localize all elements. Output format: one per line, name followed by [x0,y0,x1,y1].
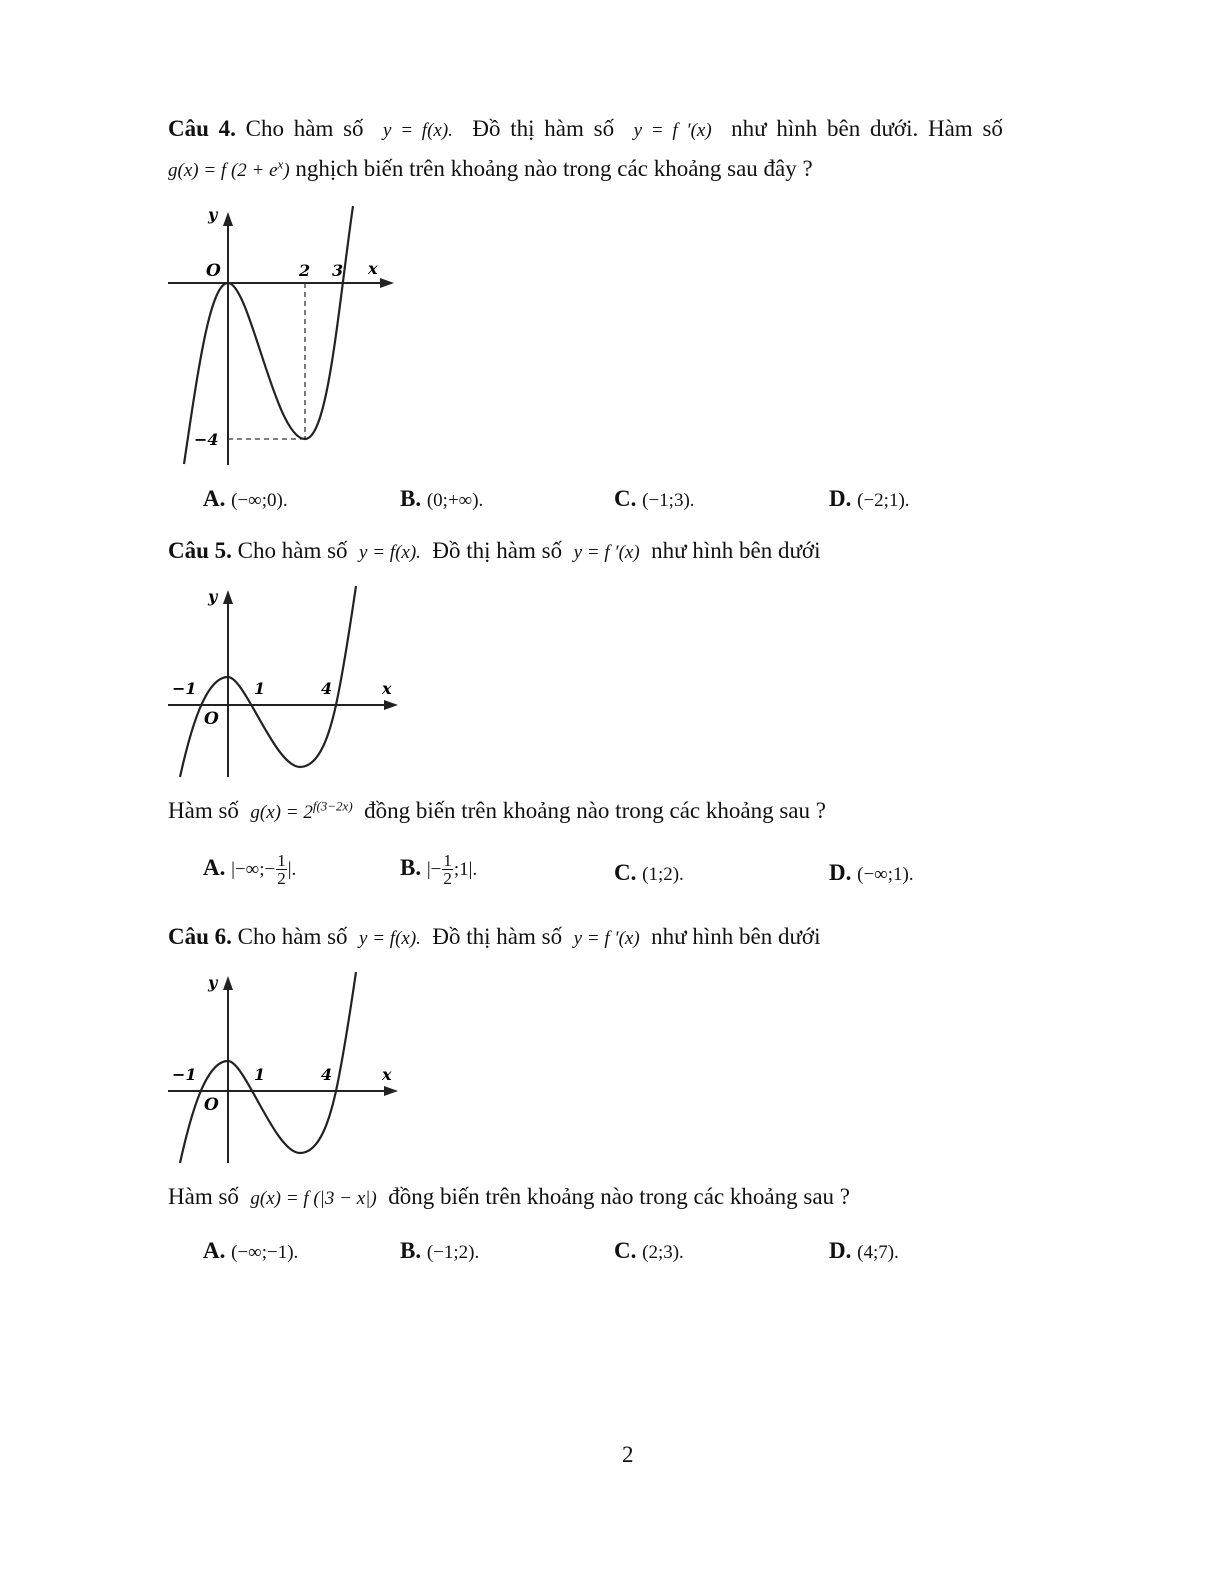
q6-graph [160,968,400,1168]
q5-option-b[interactable]: B. |− $\frac{1}{2}$ ;1|. [400,851,478,888]
q4-math: y = f ′(x) [633,120,712,141]
q6-math-g: g(x) = f (|3 − x|) [250,1188,377,1209]
q5-label-x: x [382,679,392,698]
q4-text: như hình bên dưới. Hàm số [731,116,1003,141]
q5-math-g: $g(x) = 2^{f(3-2x)}$ [250,798,353,823]
q5-stem [168,538,821,564]
q6-label-x: x [382,1065,392,1084]
q5-label-o: O [204,709,219,729]
page-number: 2 [622,1442,634,1467]
q4-graph [160,200,400,470]
q5-label: Câu 5. [168,538,232,563]
q4-text: Đồ thị hàm số [472,116,615,141]
q4-option-c[interactable]: C. (−1;3). [614,486,695,511]
q5-label-y: y [208,587,218,606]
q6-x-arrow [384,1086,398,1096]
q4-label-y: y [208,205,218,224]
q6-label: Câu 6. [168,924,232,949]
q4-option-b[interactable]: B. (0;+∞). [400,486,484,511]
q4-tick-2: 2 [299,261,311,280]
q5-text: như hình bên dưới [651,538,821,563]
q6-label-o: O [204,1095,219,1115]
q6-text: đồng biến trên khoảng nào trong các khoảng sau ? [388,1184,850,1209]
q4-text: nghịch biến trên khoảng nào trong các khoảng sau đây ? [295,156,813,181]
q4-text: Cho hàm số [245,116,364,141]
q4-label: Câu 4. [168,116,236,141]
q4-tick-minus4: −4 [194,430,219,449]
q5-text: Cho hàm số [237,538,348,563]
q4-option-a[interactable]: A. (−∞;0). [203,486,288,511]
q6-text: Cho hàm số [237,924,348,949]
q4-label-o: O [206,261,221,281]
q6-text: Hàm số [168,1184,239,1209]
q5-text: Đồ thị hàm số [432,538,563,563]
q5-math: y = f ′(x) [573,542,640,563]
q5-x-arrow [384,700,398,710]
q6-y-arrow [223,976,233,990]
q6-tick-4: 4 [321,1065,333,1084]
q6-text: như hình bên dưới [651,924,821,949]
q5-tick-minus1: −1 [172,679,197,698]
q6-option-a[interactable]: A. (−∞;−1). [203,1238,299,1263]
q6-question [168,1184,850,1210]
q4-tick-3: 3 [332,261,344,280]
q5-option-d[interactable]: D. (−∞;1). [829,860,914,885]
q4-math: y = f(x). [383,120,453,141]
q6-tick-1: 1 [254,1065,266,1084]
q6-math: y = f(x). [359,928,421,949]
q4-x-arrow [380,278,394,288]
q5-option-a[interactable]: A. |−∞;− $\frac{1}{2}$ |. [203,851,297,888]
q6-stem [168,924,821,950]
q4-label-x: x [368,259,378,278]
q5-text: Hàm số [168,798,239,823]
q5-graph [160,582,400,782]
q6-math: y = f ′(x) [573,928,640,949]
q6-tick-minus1: −1 [172,1065,197,1084]
q5-math: y = f(x). [359,542,421,563]
q6-option-c[interactable]: C. (2;3). [614,1238,684,1263]
q5-question [168,798,826,824]
q4-math-g: g(x) = f $(2 + e^x)$ [168,156,290,181]
q6-text: Đồ thị hàm số [432,924,563,949]
q5-option-c[interactable]: C. (1;2). [614,860,684,885]
q4-curve [184,206,353,464]
q6-option-d[interactable]: D. (4;7). [829,1238,899,1263]
q5-tick-1: 1 [254,679,266,698]
q5-text: đồng biến trên khoảng nào trong các khoảng sau ? [364,798,826,823]
q4-stem-line1 [168,116,1003,142]
q4-stem-line2 [168,156,813,182]
q4-option-d[interactable]: D. (−2;1). [829,486,910,511]
q5-y-arrow [223,590,233,604]
q5-tick-4: 4 [321,679,333,698]
q4-y-arrow [223,212,233,226]
q6-option-b[interactable]: B. (−1;2). [400,1238,480,1263]
q6-label-y: y [208,973,218,992]
